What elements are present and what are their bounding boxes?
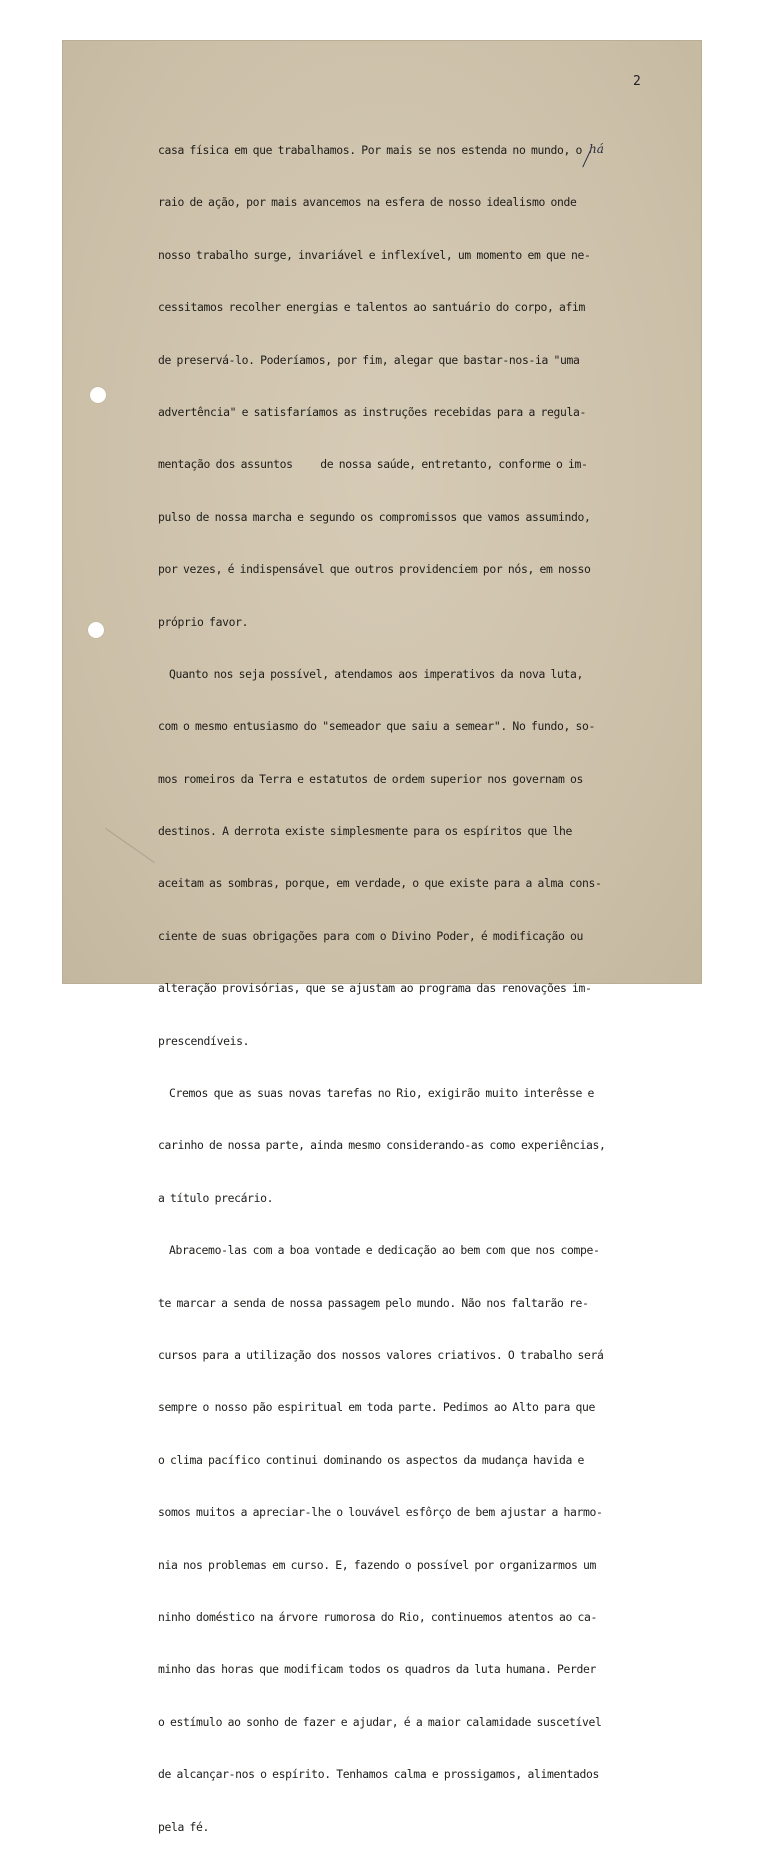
text-line: com o mesmo entusiasmo do "semeador que saiu a semear". No fundo, so- <box>158 719 596 734</box>
text-line: prescendíveis. <box>158 1033 250 1048</box>
text-line: somos muitos a apreciar-lhe o louvável esfôrço de bem ajustar a harmo- <box>158 1505 603 1520</box>
text-line: cessitamos recolher energias e talentos ao santuário do corpo, afim <box>158 300 586 315</box>
punch-hole <box>88 622 104 638</box>
letter-body <box>158 110 678 1853</box>
punch-hole <box>90 387 106 403</box>
text-line: o clima pacífico continui dominando os aspectos da mudança havida e <box>158 1452 585 1467</box>
text-line: minho das horas que modificam todos os quadros da luta humana. Perder <box>158 1662 597 1677</box>
text-line: nosso trabalho surge, invariável e inflexível, um momento em que ne- <box>158 247 591 262</box>
text-line: cursos para a utilização dos nossos valores criativos. O trabalho será <box>158 1347 604 1362</box>
text-line: advertência" e satisfaríamos as instruções recebidas para a regula- <box>158 404 587 419</box>
text-line: alteração provisórias, que se ajustam ao programa das renovações im- <box>158 981 592 996</box>
text-line: mentação dos assuntos de nossa saúde, entretanto, conforme o im- <box>158 457 588 472</box>
text-line: nia nos problemas em curso. E, fazendo o possível por organizarmos um <box>158 1557 597 1572</box>
text-line: por vezes, é indispensável que outros providenciem por nós, em nosso <box>158 562 591 577</box>
text-line: carinho de nossa parte, ainda mesmo considerando-as como experiências, <box>158 1138 606 1153</box>
text-line: de preservá-lo. Poderíamos, por fim, alegar que bastar-nos-ia "uma <box>158 352 580 367</box>
text-line: pulso de nossa marcha e segundo os compromissos que vamos assumindo, <box>158 509 591 524</box>
page-number: 2 <box>633 74 641 89</box>
text-line: mos romeiros da Terra e estatutos de ordem superior nos governam os <box>158 771 584 786</box>
text-line: te marcar a senda de nossa passagem pelo mundo. Não nos faltarão re- <box>158 1295 589 1310</box>
text-line: ninho doméstico na árvore rumorosa do Rio, continuemos atentos ao ca- <box>158 1609 598 1624</box>
text-line: sempre o nosso pão espiritual em toda parte. Pedimos ao Alto para que <box>158 1400 596 1415</box>
text-line: Abracemo-las com a boa vontade e dedicação ao bem com que nos compe- <box>158 1243 600 1258</box>
text-line: destinos. A derrota existe simplesmente para os espíritos que lhe <box>158 824 573 839</box>
text-line: próprio favor. <box>158 614 249 629</box>
handwritten-insert: há <box>589 142 604 156</box>
text-line: aceitam as sombras, porque, em verdade, o que existe para a alma cons- <box>158 876 602 891</box>
text-line: raio de ação, por mais avancemos na esfera de nosso idealismo onde <box>158 195 577 210</box>
text-line: o estímulo ao sonho de fazer e ajudar, é a maior calamidade suscetível <box>158 1714 602 1729</box>
text-line: de alcançar-nos o espírito. Tenhamos calma e prossigamos, alimentados <box>158 1767 600 1782</box>
text-line: Cremos que as suas novas tarefas no Rio, exigirão muito interêsse e <box>158 1086 595 1101</box>
text-line: ciente de suas obrigações para com o Divino Poder, é modificação ou <box>158 928 584 943</box>
text-line: a título precário. <box>158 1190 274 1205</box>
text-line: pela fé. <box>158 1819 210 1834</box>
text-line: casa física em que trabalhamos. Por mais se nos estenda no mundo, o <box>158 143 583 157</box>
text-line: Quanto nos seja possível, atendamos aos imperativos da nova luta, <box>158 666 584 681</box>
